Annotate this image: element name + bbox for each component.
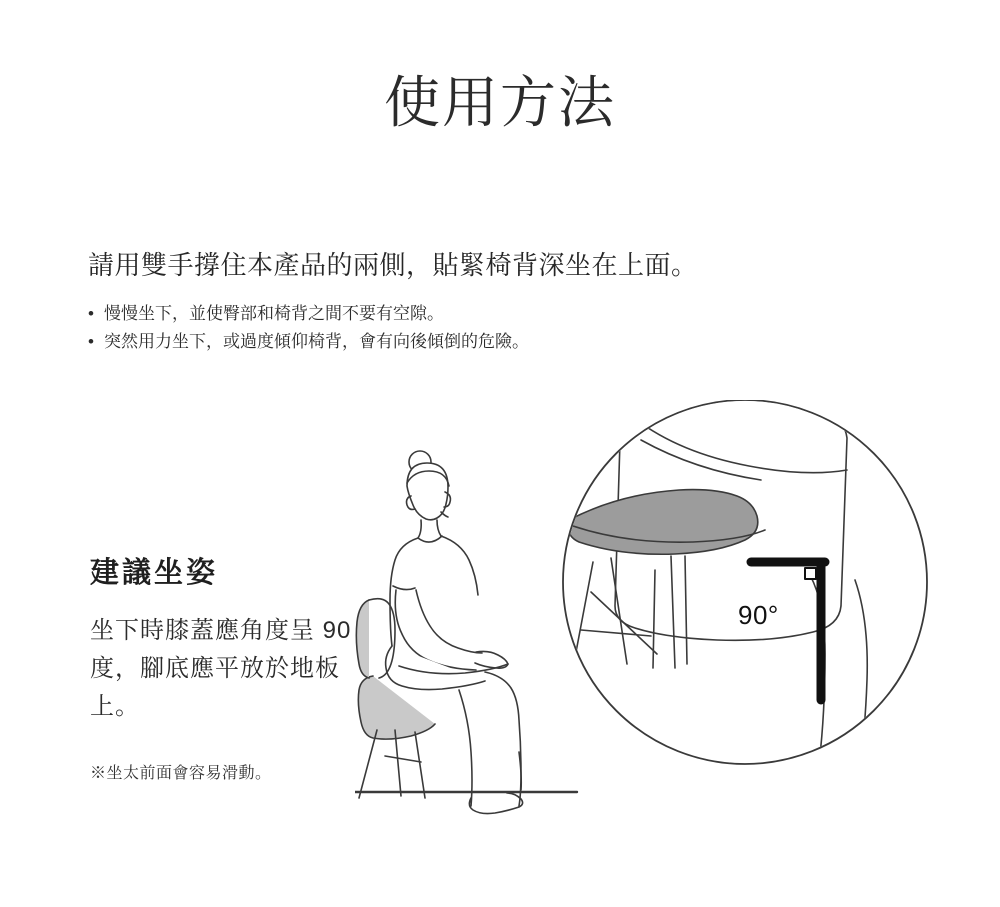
lead-paragraph: 請用雙手撐住本產品的兩側，貼緊椅背深坐在上面。: [88, 250, 698, 280]
section-heading: 建議坐姿: [90, 557, 219, 589]
list-item-label: 慢慢坐下，並使臀部和椅背之間不要有空隙。: [104, 304, 444, 323]
bullet-marker-icon: •: [88, 304, 94, 323]
page-title: 使用方法: [384, 71, 616, 134]
list-item: [88, 300, 529, 328]
list-item: [88, 328, 529, 356]
illustration-seated-posture: [355, 400, 955, 830]
section-note: ※坐太前面會容易滑動。: [90, 765, 272, 782]
list-item-label: 突然用力坐下，或過度傾仰椅背，會有向後傾倒的危險。: [104, 332, 529, 351]
bullet-list: [88, 300, 529, 356]
bullet-marker-icon: •: [88, 332, 94, 351]
right-angle-square: [805, 568, 816, 579]
section-body: 坐下時膝蓋應角度呈 90 度，腳底應平放於地板上。: [90, 617, 352, 720]
angle-label: 90°: [738, 600, 779, 630]
